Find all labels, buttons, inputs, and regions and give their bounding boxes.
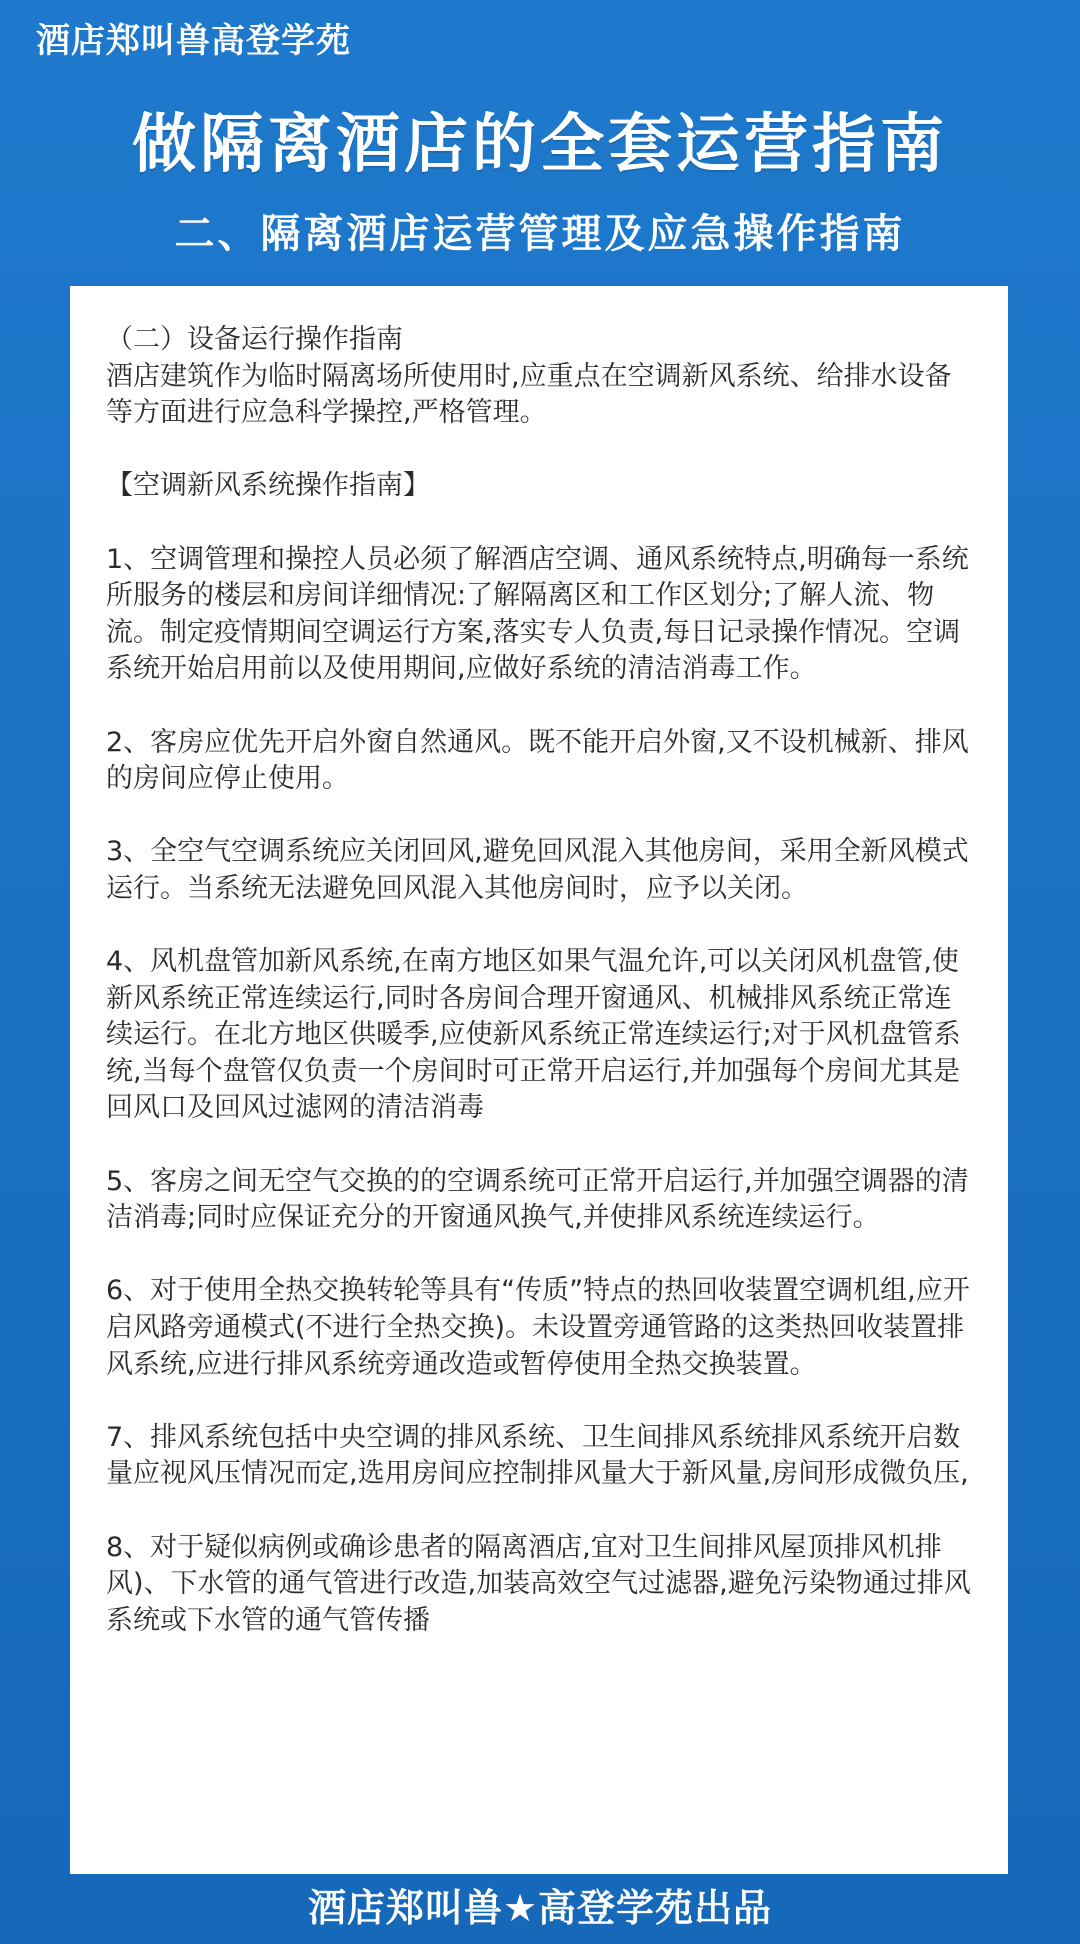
page-subtitle: 二、隔离酒店运营管理及应急操作指南 (174, 211, 906, 257)
spacer (106, 1383, 974, 1420)
footer-credit: 酒店郑叫兽★高登学苑出品 (307, 1886, 773, 1930)
content-card (70, 286, 1008, 1874)
spacer (106, 1493, 974, 1530)
spacer (106, 432, 974, 469)
guideline-item: 5、客房之间无空气交换的的空调系统可正常开启运行,并加强空调器的清洁消毒;同时应保证充分的开窗通风换气,并使排风系统连续运行。 (106, 1165, 969, 1234)
spacer (106, 505, 974, 542)
spacer (106, 688, 974, 725)
section-heading: （二）设备运行操作指南 (106, 324, 403, 355)
guideline-item: 7、排风系统包括中央空调的排风系统、卫生间排风系统排风系统开启数量应视风压情况而定,选用房间应控制排风量大于新风量,房间形成微负压, (106, 1421, 969, 1490)
spacer (106, 908, 974, 945)
guideline-item: 4、风机盘管加新风系统,在南方地区如果气温允许,可以关闭风机盘管,使新风系统正常连续运行,同时各房间合理开窗通风、机械排风系统正常连续运行。在北方地区供暖季,应使新风系统正常连续运行;对于风机盘管系统,当每个盘管仅负责一个房间时可正常开启运行,并加强每个房间尤其是回风口及回风过滤网的清洁消毒 (106, 946, 961, 1124)
intro-paragraph: 酒店建筑作为临时隔离场所使用时,应重点在空调新风系统、给排水设备等方面进行应急科学操控,严格管理。 (106, 360, 952, 429)
spacer (106, 1237, 974, 1274)
spacer (106, 798, 974, 835)
page-title: 做隔离酒店的全套运营指南 (132, 108, 948, 182)
brand-name: 酒店郑叫兽高登学苑 (36, 21, 351, 61)
subsection-heading: 【空调新风系统操作指南】 (106, 470, 430, 502)
guideline-item: 2、客房应优先开启外窗自然通风。既不能开启外窗,又不设机械新、排风的房间应停止使用。 (106, 726, 969, 795)
guideline-item: 8、对于疑似病例或确诊患者的隔离酒店,宜对卫生间排风屋顶排风机排风)、下水管的通气管进行改造,加装高效空气过滤器,避免污染物通过排风系统或下水管的通气管传播 (106, 1531, 971, 1636)
guideline-item: 6、对于使用全热交换转轮等具有“传质”特点的热回收装置空调机组,应开启风路旁通模式(不进行全热交换)。未设置旁通管路的这类热回收装置排风系统,应进行排风系统旁通改造或暂停使用全热交换装置。 (106, 1275, 970, 1380)
guideline-item: 3、全空气空调系统应关闭回风,避免回风混入其他房间，采用全新风模式运行。当系统无法避免回风混入其他房间时，应予以关闭。 (106, 836, 969, 904)
spacer (106, 1127, 974, 1164)
guideline-item: 1、空调管理和操控人员必须了解酒店空调、通风系统特点,明确每一系统所服务的楼层和房间详细情况:了解隔离区和工作区划分;了解人流、物流。制定疫情期间空调运行方案,落实专人负责,每日记录操作情况。空调系统开始启用前以及使用期间,应做好系统的清洁消毒工作。 (106, 543, 969, 685)
